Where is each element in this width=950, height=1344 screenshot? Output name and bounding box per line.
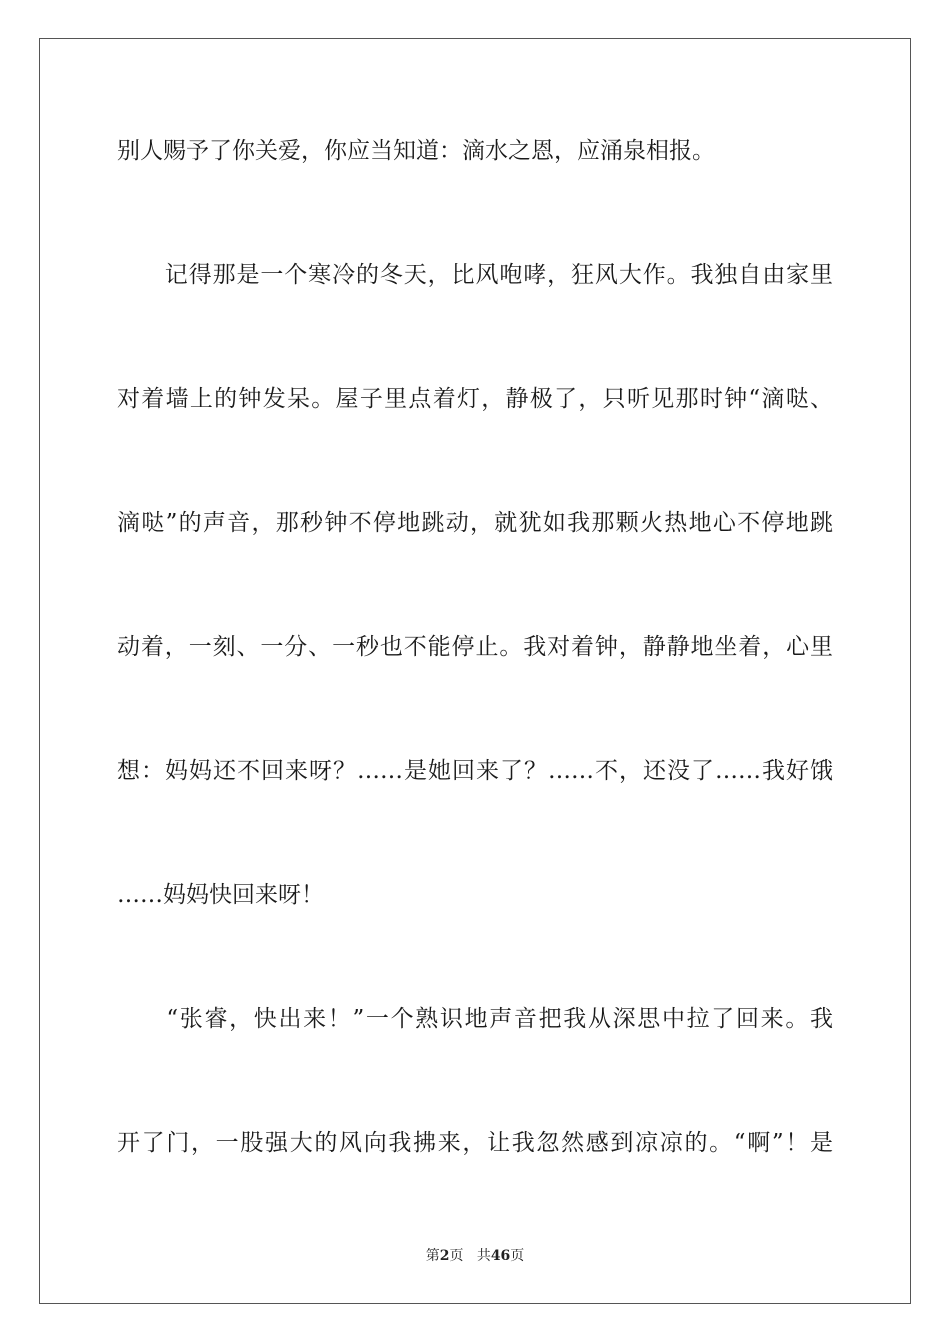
body-line-4: 滴哒”的声音，那秒钟不停地跳动，就犹如我那颗火热地心不停地跳 — [117, 510, 833, 536]
body-line-3: 对着墙上的钟发呆。屋子里点着灯，静极了，只听见那时钟“滴哒、 — [117, 386, 833, 412]
body-line-5: 动着，一刻、一分、一秒也不能停止。我对着钟，静静地坐着，心里 — [117, 634, 833, 660]
page-border — [39, 38, 911, 1304]
body-line-1: 别人赐予了你关爱，你应当知道：滴水之恩，应涌泉相报。 — [117, 138, 715, 164]
footer-page-number: 2 — [439, 1248, 450, 1264]
footer-page-prefix: 第 — [425, 1248, 440, 1264]
page-footer — [0, 1246, 950, 1266]
footer-total-pages: 46 — [490, 1248, 511, 1264]
body-line-9: 开了门，一股强大的风向我拂来，让我忽然感到凉凉的。“啊”！是 — [117, 1130, 833, 1156]
footer-page-suffix: 页 — [449, 1248, 464, 1264]
body-line-2: 记得那是一个寒冷的冬天，比风咆哮，狂风大作。我独自由家里 — [117, 262, 833, 288]
body-line-7: ……妈妈快回来呀！ — [117, 882, 324, 908]
footer-total-prefix: 共 — [476, 1248, 491, 1264]
body-line-6: 想：妈妈还不回来呀？……是她回来了？……不，还没了……我好饿 — [117, 758, 833, 784]
footer-total-suffix: 页 — [510, 1248, 525, 1264]
body-line-8: “张睿，快出来！”一个熟识地声音把我从深思中拉了回来。我 — [117, 1006, 833, 1032]
